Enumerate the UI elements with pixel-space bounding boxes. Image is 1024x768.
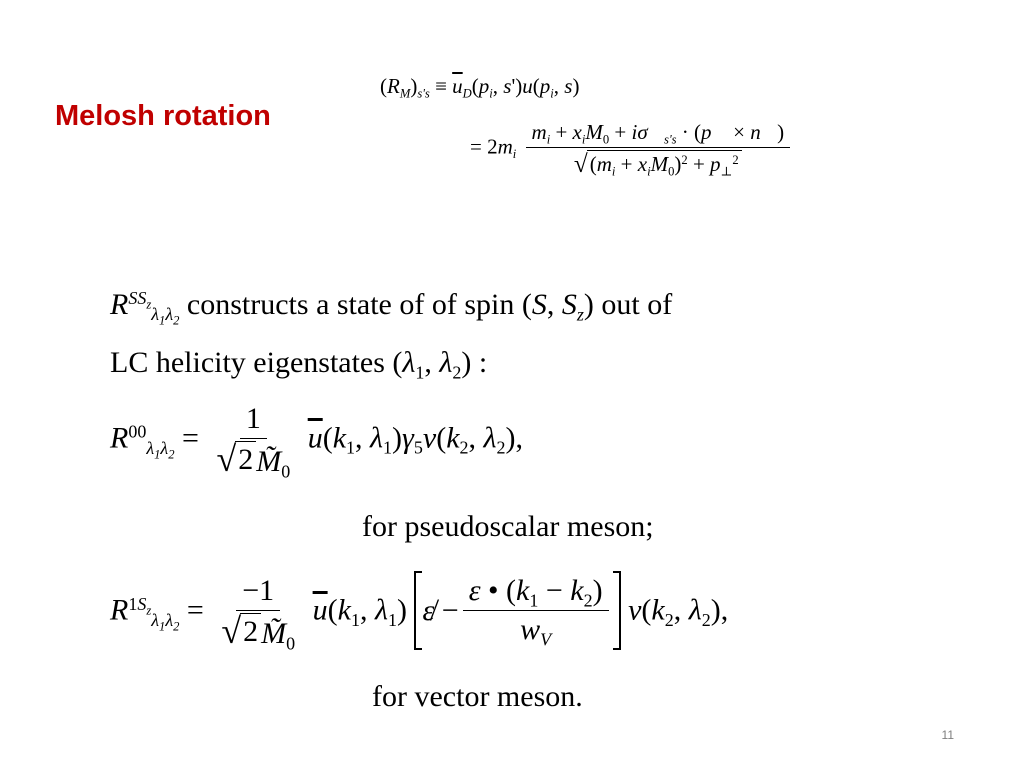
vector-caption: for vector meson.: [372, 680, 583, 713]
colon-text: :: [478, 346, 488, 379]
slide-title: Melosh rotation: [55, 100, 271, 132]
lc-helicity-text: LC helicity eigenstates: [110, 346, 385, 379]
pseudoscalar-caption: for pseudoscalar meson;: [362, 510, 654, 543]
spin-construction-line: $R^{SS_z}_{\lambda_1\lambda_2}$ constructs a state of of spin (S, $S_z$) out of: [110, 288, 673, 328]
r1sz-equation: $R^{1S_z}_{\lambda_1\lambda_2}$ = −1 √ 2 $M̃_0$ $\overline{u}(k_1$, $\lambda_1$) ε̸ − $\frac{\varepsilon • (k_1 - k_2)}{w_V}$ $v(k_2$, $\lambda_2$),: [110, 574, 729, 654]
lc-helicity-line: LC helicity eigenstates ($\lambda_1$, $\lambda_2$) :: [110, 346, 488, 383]
page-number: 11: [941, 728, 954, 742]
r00-equation: $R^{00}_{\lambda_1\lambda_2}$ = 1 √ 2 $M̃_0$ $\overline{u}(k_1$, $\lambda_1)\gamma_5v(k_2$, $\lambda_2$),: [110, 402, 524, 482]
constructs-text: constructs a state of of spin: [186, 288, 515, 321]
out-of-text: out of: [601, 288, 673, 321]
melosh-equation-line2: = $2m_i$ $m_i + x_iM_0$ + $i\sigma⃗_{s's}$ · (p⃗ × n⃗) √ $(m_i + x_iM_0)^2 + p_\perp^2$: [470, 120, 794, 178]
melosh-equation-line1: $(R_M)_{s's} \equiv \overline{u}_D(p_i$, $s')u(p_i$, s): [380, 74, 580, 101]
